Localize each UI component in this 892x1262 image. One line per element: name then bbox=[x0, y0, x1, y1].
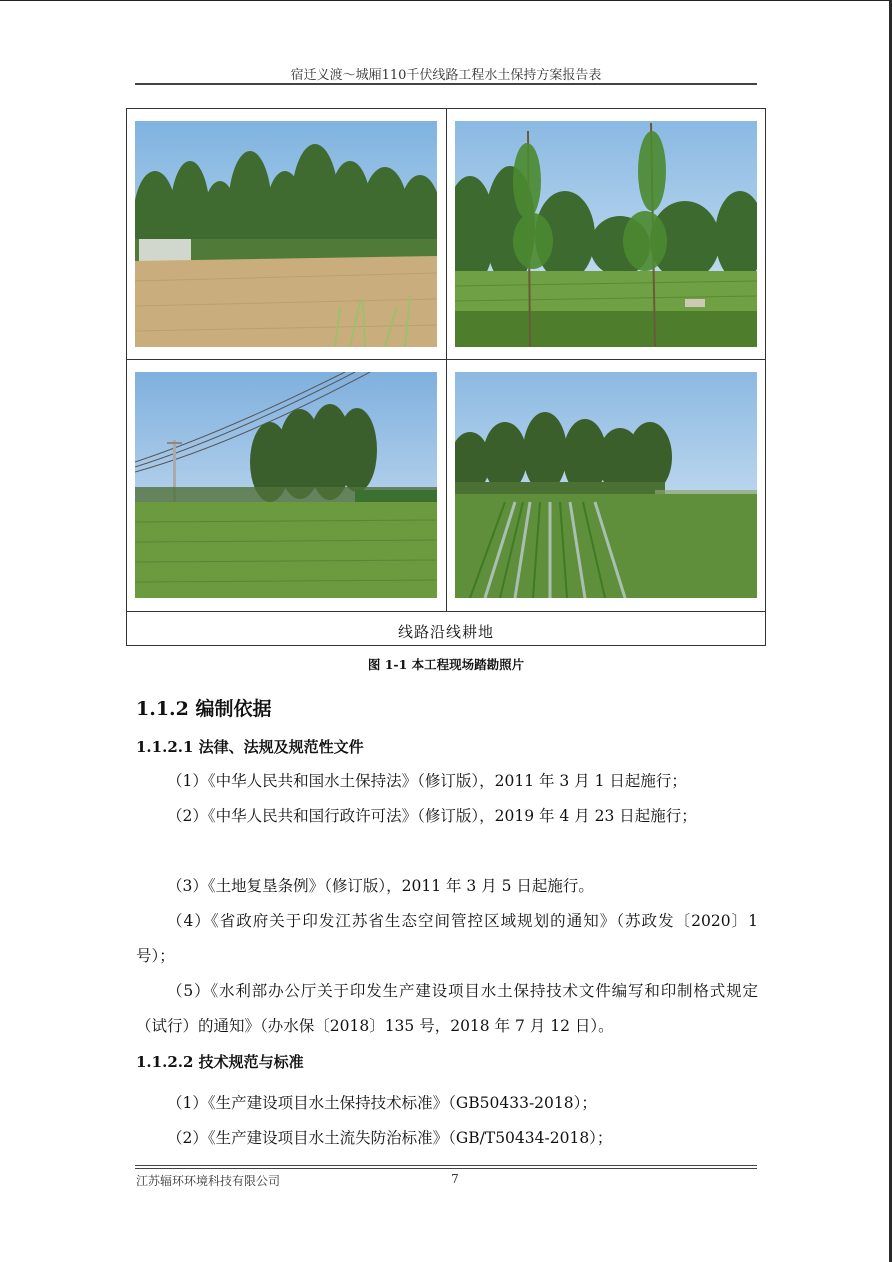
poplar-saplings-photo bbox=[455, 121, 757, 347]
footer-rule bbox=[135, 1168, 757, 1169]
page-top-border bbox=[0, 0, 892, 1]
page-header: 宿迁义渡～城厢110千伏线路工程水土保持方案报告表 bbox=[290, 68, 602, 83]
header-rule bbox=[135, 83, 757, 85]
list-item: （1）《中华人民共和国水土保持法》（修订版），2011 年 3 月 1 日起施行； bbox=[167, 772, 687, 790]
page-number: 7 bbox=[451, 1172, 459, 1186]
list-item: （4）《省政府关于印发江苏省生态空间管控区域规划的通知》（苏政发〔2020〕1 号）； bbox=[136, 912, 758, 965]
rice-paddy-photo bbox=[455, 372, 757, 598]
list-item: （2）《中华人民共和国行政许可法》（修订版），2019 年 4 月 23 日起施行； bbox=[167, 807, 697, 825]
footer-company: 江苏辐环环境科技有限公司 bbox=[136, 1174, 281, 1188]
wheat-field-power-pole-photo bbox=[135, 372, 437, 598]
list-item: （3）《土地复垦条例》（修订版），2011 年 3 月 5 日起施行。 bbox=[167, 877, 594, 895]
table-divider-horizontal bbox=[127, 359, 765, 360]
section-heading: 1.1.2 编制依据 bbox=[136, 698, 272, 720]
figure-caption: 图 1-1 本工程现场踏勘照片 bbox=[367, 657, 525, 672]
list-item: （5）《水利部办公厅关于印发生产建设项目水土保持技术文件编写和印制格式规定（试行）的通知》（办水保〔2018〕135 号，2018 年 7 月 12 日）。 bbox=[136, 982, 758, 1035]
table-divider-vertical bbox=[446, 109, 447, 611]
subsection-heading: 1.1.2.1 法律、法规及规范性文件 bbox=[136, 738, 364, 756]
subsection-heading: 1.1.2.2 技术规范与标准 bbox=[136, 1053, 304, 1071]
list-item: （2）《生产建设项目水土流失防治标准》（GB/T50434-2018）； bbox=[167, 1129, 613, 1147]
field-with-trees-photo bbox=[135, 121, 437, 347]
photo-table bbox=[126, 108, 766, 646]
table-divider-caption bbox=[127, 611, 765, 612]
list-item: （1）《生产建设项目水土保持技术标准》（GB50433-2018）； bbox=[167, 1094, 597, 1112]
photo-table-caption: 线路沿线耕地 bbox=[397, 623, 494, 641]
footer-rule bbox=[135, 1165, 757, 1166]
